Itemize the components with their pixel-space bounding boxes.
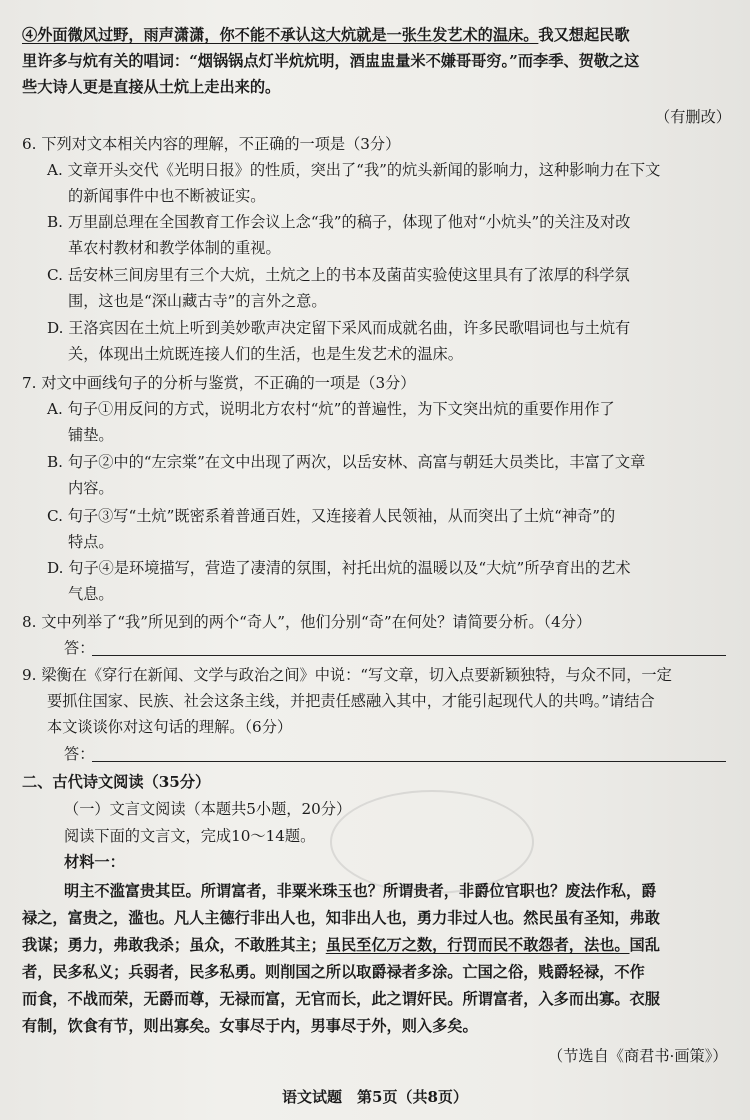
option-line: A. 句子①用反问的方式，说明北方农村“炕”的普遍性，为下文突出炕的重要作用作了 [47,400,615,418]
answer-line[interactable] [92,655,726,656]
classical-line: 禄之，富贵之，滥也。凡人主德行非出人也，知非出人也，勇力非过人也。然民虽有圣知，弗敢 [22,909,660,927]
answer-line[interactable] [92,761,726,762]
option-line: B. 万里副总理在全国教育工作会议上念“我”的稿子，体现了他对“小炕头”的关注及对改 [47,213,631,231]
instruction: 阅读下面的文言文，完成10～14题。 [64,827,316,845]
option-line: A. 文章开头交代《光明日报》的性质，突出了“我”的炕头新闻的影响力，这种影响力在下文 [47,161,661,179]
option-line: C. 岳安林三间房里有三个大炕，土炕之上的书本及菌苗实验使这里具有了浓厚的科学氛 [47,266,630,284]
classical-line: 我谋；勇力，弗敢我杀；虽众，不敢胜其主；虽民至亿万之数，行罚而民不敢怨者，法也。国乱 [22,936,660,954]
option-line: 气息。 [68,585,114,603]
option-line: 铺垫。 [68,426,114,444]
option-line: 关，体现出土炕既连接人们的生活，也是生发艺术的温床。 [68,345,463,363]
passage-line: ④外面微风过野，雨声潇潇，你不能不承认这大炕就是一张生发艺术的温床。我又想起民歌 [22,26,630,44]
question-8: 8. 文中列举了“我”所见到的两个“奇人”，他们分别“奇”在何处？请简要分析。（4分） [22,613,592,631]
option-line: D. 句子④是环境描写，营造了凄清的氛围，衬托出炕的温暖以及“大炕”所孕育出的艺术 [47,559,631,577]
passage-line: 里许多与炕有关的唱词：“烟锅锅点灯半炕炕明，酒盅盅量米不嫌哥哥穷。”而李季、贺敬之这 [22,52,640,70]
option-line: 围，这也是“深山藏古寺”的言外之意。 [68,292,327,310]
option-line: 革农村教材和教学体制的重视。 [68,239,281,257]
option-line: D. 王洛宾因在土炕上听到美妙歌声决定留下采风而成就名曲，许多民歌唱词也与土炕有 [47,319,631,337]
subsection-heading: （一）文言文阅读（本题共5小题，20分） [64,800,352,818]
source-note: （有删改） [655,108,731,126]
page-footer: 语文试题 第5页（共8页） [282,1088,468,1106]
option-line: 特点。 [68,533,114,551]
classical-line: 而食，不战而荣，无爵而尊，无禄而富，无官而长，此之谓奸民。所谓富者，入多而出寡。衣服 [22,990,660,1008]
option-line: B. 句子②中的“左宗棠”在文中出现了两次，以岳安林、高富与朝廷大员类比，丰富了文章 [47,453,646,471]
classical-line: 者，民多私义；兵弱者，民多私勇。则削国之所以取爵禄者多涂。亡国之俗，贱爵轻禄，不作 [22,963,645,981]
classical-line: 明主不滥富贵其臣。所谓富者，非粟米珠玉也？所谓贵者，非爵位官职也？废法作私，爵 [64,882,657,900]
question-9: 9. 梁衡在《穿行在新闻、文学与政治之间》中说：“写文章，切入点要新颖独特，与众不同，一定 [22,666,672,684]
option-line: 内容。 [68,479,114,497]
passage-line: 些大诗人更是直接从土炕上走出来的。 [22,78,281,96]
answer-label: 答： [64,745,95,763]
option-line: 的新闻事件中也不断被证实。 [68,187,266,205]
question-line: 本文谈谈你对这句话的理解。（6分） [47,718,293,736]
classical-source: （节选自《商君书·画策》） [548,1047,728,1065]
classical-line: 有制，饮食有节，则出寡矣。女事尽于内，男事尽于外，则入多矣。 [22,1017,478,1035]
section-heading: 二、古代诗文阅读（35分） [22,773,211,791]
option-line: C. 句子③写“土炕”既密系着普通百姓，又连接着人民领袖，从而突出了土炕“神奇”的 [47,507,616,525]
question-6: 6. 下列对文本相关内容的理解，不正确的一项是（3分） [22,135,401,153]
faint-watermark-stamp [330,790,534,894]
question-7: 7. 对文中画线句子的分析与鉴赏，不正确的一项是（3分） [22,374,416,392]
material-label: 材料一： [64,853,125,871]
question-line: 要抓住国家、民族、社会这条主线，并把责任感融入其中，才能引起现代人的共鸣。”请结合 [47,692,655,710]
answer-label: 答： [64,639,95,657]
